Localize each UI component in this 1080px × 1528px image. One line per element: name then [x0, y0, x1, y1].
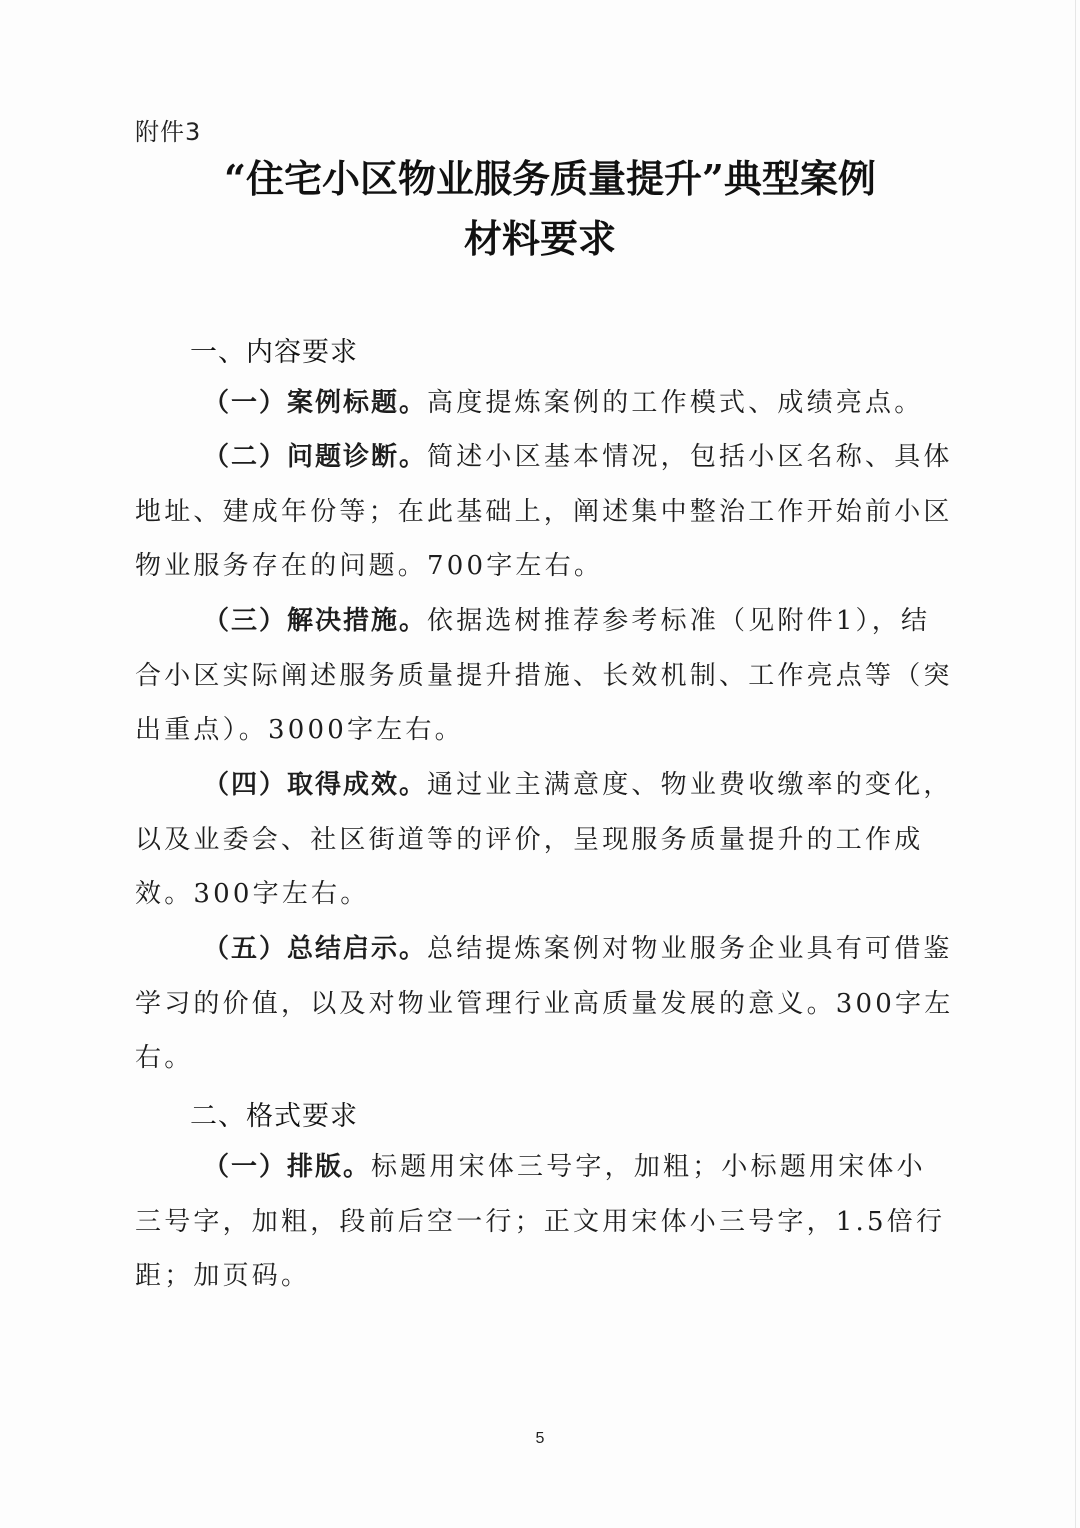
- paragraph-lead: （一）案例标题。: [203, 388, 428, 418]
- section-heading-format-requirements: 二、格式要求: [190, 1101, 358, 1132]
- paragraph-lead: （四）取得成效。: [203, 770, 428, 800]
- paragraph-body: 高度提炼案例的工作模式、成绩亮点。: [427, 388, 924, 418]
- paragraph-layout: [135, 1140, 955, 1304]
- paragraph-case-title: [135, 376, 955, 431]
- paragraph-problem-diagnosis: [135, 430, 955, 594]
- document-title: “住宅小区物业服务质量提升”典型案例: [224, 156, 876, 201]
- paragraph-body: 依据选树推荐参考标准（见附件1），结合小区实际阐述服务质量提升措施、长效机制、工作亮点等（突出重点）。3000字左右。: [135, 606, 953, 745]
- paragraph-results: [135, 758, 955, 922]
- document-subtitle: 材料要求: [463, 216, 616, 261]
- paragraph-lead: （五）总结启示。: [203, 934, 428, 964]
- paragraph-summary: [135, 922, 955, 1086]
- paragraph-solutions: [135, 594, 955, 758]
- paragraph-lead: （三）解决措施。: [203, 606, 428, 636]
- section-heading-content-requirements: 一、内容要求: [190, 337, 358, 368]
- paragraph-body: 标题用宋体三号字，加粗；小标题用宋体小三号字，加粗，段前后空一行；正文用宋体小三号字，1.5倍行距；加页码。: [135, 1152, 946, 1291]
- paragraph-body: 简述小区基本情况，包括小区名称、具体地址、建成年份等；在此基础上，阐述集中整治工作开始前小区物业服务存在的问题。700字左右。: [135, 442, 953, 581]
- paragraph-body: 总结提炼案例对物业服务企业具有可借鉴学习的价值，以及对物业管理行业高质量发展的意义。300字左右。: [135, 934, 954, 1073]
- paragraph-body: 通过业主满意度、物业费收缴率的变化，以及业委会、社区街道等的评价，呈现服务质量提升的工作成效。300字左右。: [135, 770, 953, 909]
- attachment-label: 附件3: [135, 118, 202, 146]
- paragraph-lead: （二）问题诊断。: [203, 442, 428, 472]
- paragraph-lead: （一）排版。: [203, 1152, 372, 1182]
- page-number: 5: [535, 1430, 545, 1447]
